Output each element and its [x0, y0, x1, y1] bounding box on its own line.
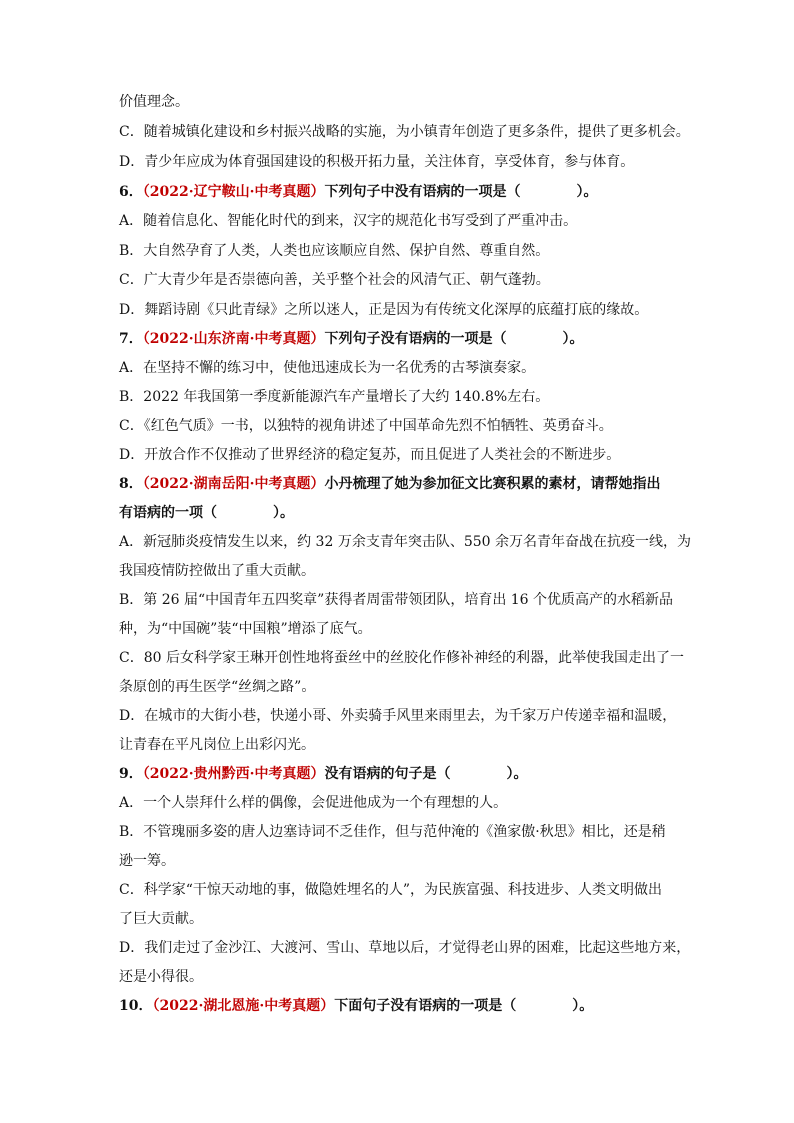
- question-number: 6．: [119, 184, 143, 200]
- option-a: A．一个人崇拜什么样的偶像，会促进他成为一个有理想的人。: [119, 795, 508, 811]
- question-number: 10．: [119, 998, 153, 1014]
- question-stem: 下列句子没有语病的一项是（ ）。: [324, 331, 584, 347]
- question-10: [119, 996, 679, 1016]
- option-d: D．青少年应成为体育强国建设的积极开拓力量，关注体育，享受体育，参与体育。: [119, 154, 635, 170]
- option-d: D．舞蹈诗剧《只此青绿》之所以迷人，正是因为有传统文化深厚的底蕴打底的缘故。: [119, 302, 649, 318]
- question-8-stem-cont: 有语病的一项（ ）。: [119, 505, 294, 521]
- option-c: C．科学家“干惊天动地的事，做隐姓埋名的人”，为民族富强、科技进步、人类文明做出: [119, 882, 663, 898]
- question-8: [119, 474, 679, 494]
- option-a: A．随着信息化、智能化时代的到来，汉字的规范化书写受到了严重冲击。: [119, 213, 578, 229]
- question-source: （2022·湖北恩施·中考真题）: [152, 998, 335, 1014]
- option-c: C．随着城镇化建设和乡村振兴战略的实施，为小镇青年创造了更多条件，提供了更多机会。: [119, 124, 690, 140]
- option-c-cont: 条原创的再生医学“丝绸之路”。: [119, 679, 316, 695]
- option-b: B．第 26 届“中国青年五四奖章”获得者周雷带领团队，培育出 16 个优质高产的水稻新品: [119, 592, 674, 608]
- option-d: D．我们走过了金沙江、大渡河、雪山、草地以后，才觉得老山界的困难，比起这些地方来，: [119, 940, 691, 956]
- text-line: 价值理念。: [119, 94, 189, 110]
- option-a-cont: 我国疫情防控做出了重大贡献。: [119, 563, 315, 579]
- option-d: D．在城市的大街小巷，快递小哥、外卖骑手风里来雨里去，为千家万户传递幸福和温暖，: [119, 708, 677, 724]
- question-stem: 下列句子中没有语病的一项是（ ）。: [324, 184, 598, 200]
- option-a: A．新冠肺炎疫情发生以来，约 32 万余支青年突击队、550 余万名青年奋战在抗疫一线，为: [119, 534, 691, 550]
- option-b-cont: 逊一筹。: [119, 853, 175, 869]
- question-stem: 小丹梳理了她为参加征文比赛积累的素材，请帮她指出: [324, 476, 661, 492]
- question-stem: 下面句子没有语病的一项是（ ）。: [334, 998, 594, 1014]
- question-number: 9．: [119, 766, 143, 782]
- question-stem: 没有语病的句子是（ ）。: [324, 766, 528, 782]
- option-b: B．2022 年我国第一季度新能源汽车产量增长了大约 140.8%左右。: [119, 389, 550, 405]
- option-d: D．开放合作不仅推动了世界经济的稳定复苏，而且促进了人类社会的不断进步。: [119, 447, 621, 463]
- option-c: C．80 后女科学家王琳开创性地将蚕丝中的丝胶化作修补神经的利器，此举使我国走出了一: [119, 650, 684, 666]
- option-c-cont: 了巨大贡献。: [119, 911, 203, 927]
- option-c: C．广大青少年是否崇德向善，关乎整个社会的风清气正、朝气蓬勃。: [119, 272, 550, 288]
- question-7: [119, 329, 679, 349]
- option-b: B．不管瑰丽多姿的唐人边塞诗词不乏佳作，但与范仲淹的《渔家傲·秋思》相比，还是稍: [119, 824, 666, 840]
- question-6: [119, 182, 679, 202]
- question-source: （2022·湖南岳阳·中考真题）: [142, 476, 325, 492]
- option-d-cont: 让青春在平凡岗位上出彩闪光。: [119, 737, 315, 753]
- question-number: 7．: [119, 331, 143, 347]
- question-source: （2022·贵州黔西·中考真题）: [142, 766, 325, 782]
- option-c: C．《红色气质》一书，以独特的视角讲述了中国革命先烈不怕牺牲、英勇奋斗。: [119, 418, 613, 434]
- question-9: [119, 764, 679, 784]
- option-b-cont: 种，为“中国碗”装“中国粮”增添了底气。: [119, 621, 372, 637]
- option-a: A．在坚持不懈的练习中，使他迅速成长为一名优秀的古琴演奏家。: [119, 360, 536, 376]
- question-source: （2022·山东济南·中考真题）: [142, 331, 325, 347]
- question-number: 8．: [119, 476, 143, 492]
- option-b: B．大自然孕育了人类，人类也应该顺应自然、保护自然、尊重自然。: [119, 243, 550, 259]
- question-source: （2022·辽宁鞍山·中考真题）: [142, 184, 325, 200]
- option-d-cont: 还是小得很。: [119, 969, 203, 985]
